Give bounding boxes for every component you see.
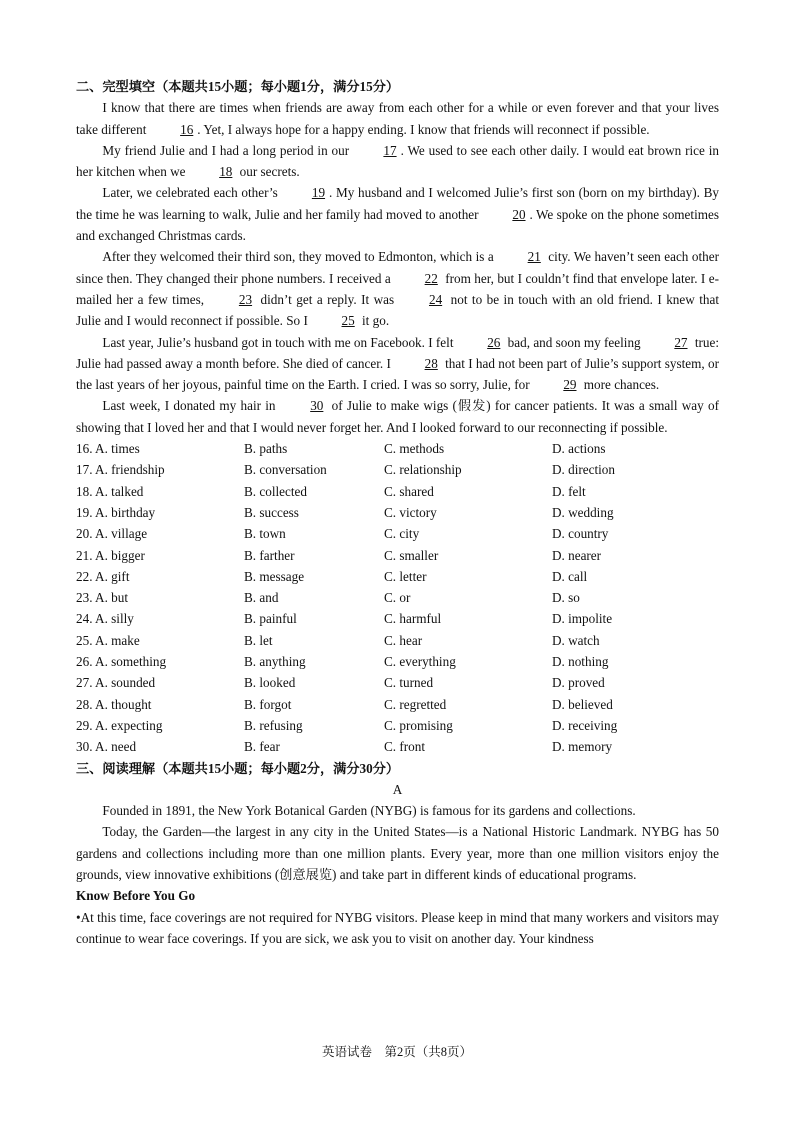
blank-23: 23 xyxy=(238,291,253,307)
blank-24: 24 xyxy=(428,291,443,307)
option-row xyxy=(76,630,719,651)
option-c: C. city xyxy=(384,526,420,542)
reading-bullet-1: •At this time, face coverings are not required for NYBG visitors. Please keep in mind that many workers and visitors may continue to wear face coverings. If you are sick, we ask you to visit on another day. Your kindness xyxy=(76,909,719,946)
option-d: D. direction xyxy=(552,462,615,478)
option-row xyxy=(76,502,719,523)
option-a: 19. A. birthday xyxy=(76,504,156,520)
option-d: D. memory xyxy=(552,739,613,755)
blank-26: 26 xyxy=(487,334,501,350)
blank-16: 16 xyxy=(180,121,194,137)
option-a: 20. A. village xyxy=(76,526,148,542)
option-b: B. message xyxy=(244,568,305,584)
option-row xyxy=(76,566,719,587)
option-a: 30. A. need xyxy=(76,739,137,755)
blank-21: 21 xyxy=(527,249,541,265)
option-c: C. relationship xyxy=(384,462,462,478)
option-c: C. turned xyxy=(384,675,434,691)
option-d: D. actions xyxy=(552,441,606,457)
option-row xyxy=(76,715,719,736)
option-row xyxy=(76,523,719,544)
option-d: D. believed xyxy=(552,696,613,712)
option-b: B. farther xyxy=(244,547,295,563)
option-a: 18. A. talked xyxy=(76,483,144,499)
option-c: C. smaller xyxy=(384,547,439,563)
option-b: B. painful xyxy=(244,611,297,627)
option-a: 23. A. but xyxy=(76,590,129,606)
blank-30: 30 xyxy=(310,398,324,414)
page-content xyxy=(76,76,719,949)
option-d: D. impolite xyxy=(552,611,613,627)
option-d: D. felt xyxy=(552,483,586,499)
option-row xyxy=(76,587,719,608)
cloze-paragraph-2: My friend Julie and I had a long period in our 17 . We used to see each other daily. I would eat brown rice in her kitchen when we 18 our secrets. xyxy=(76,140,719,183)
blank-27: 27 xyxy=(674,334,688,350)
option-row xyxy=(76,672,719,693)
option-d: D. nearer xyxy=(552,547,602,563)
option-c: C. promising xyxy=(384,717,453,733)
option-row xyxy=(76,694,719,715)
option-a: 25. A. make xyxy=(76,632,140,648)
option-d: D. call xyxy=(552,568,588,584)
option-row xyxy=(76,545,719,566)
page-footer: 英语试卷 第2页（共8页） xyxy=(321,1045,472,1059)
option-d: D. receiving xyxy=(552,717,618,733)
option-a: 17. A. friendship xyxy=(76,462,165,478)
cloze-paragraph-6: Last week, I donated my hair in 30 of Julie to make wigs (假发) for cancer patients. It was a small way of showing that I loved her and that I would never forget her. And I looked forward to our reconnecting if possible. xyxy=(76,395,719,438)
cloze-paragraph-5: Last year, Julie’s husband got in touch with me on Facebook. I felt 26 bad, and soon my feeling 27 true: Julie had passed away a month before. She died of cancer. I 28 that I had not been part of Julie’s support system, or the last years of her joyous, painful time on the Earth. I cried. I was so sorry, Julie, for 29 more chances. xyxy=(76,332,719,396)
blank-17: 17 xyxy=(383,142,397,158)
blank-20: 20 xyxy=(512,206,526,222)
section2-heading: 二、完型填空（本题共15小题；每小题1分，满分15分） xyxy=(76,79,400,94)
option-c: C. harmful xyxy=(384,611,442,627)
option-row xyxy=(76,481,719,502)
option-a: 16. A. times xyxy=(76,441,140,457)
cloze-paragraph-3: Later, we celebrated each other’s 19 . My husband and I welcomed Julie’s first son (born on my birthday). By the time he was learning to walk, Julie and her family had moved to another 20 . We spoke on the phone sometimes and exchanged Christmas cards. xyxy=(76,182,719,246)
option-a: 29. A. expecting xyxy=(76,717,163,733)
option-b: B. looked xyxy=(244,675,296,691)
option-b: B. and xyxy=(244,590,279,606)
option-b: B. forgot xyxy=(244,696,292,712)
option-row xyxy=(76,459,719,480)
option-a: 26. A. something xyxy=(76,654,167,670)
option-d: D. nothing xyxy=(552,654,609,670)
cloze-paragraph-4: After they welcomed their third son, they moved to Edmonton, which is a 21 city. We haven’t seen each other since then. They changed their phone numbers. I received a 22 from her, but I couldn’t find that envelope later. I e-mailed her a few times, 23 didn’t get a reply. It was 24 not to be in touch with an old friend. I knew that Julie and I would reconnect if possible. So I 25 it go. xyxy=(76,246,719,331)
option-c: C. methods xyxy=(384,441,445,457)
option-d: D. wedding xyxy=(552,504,614,520)
option-b: B. town xyxy=(244,526,286,542)
option-d: D. proved xyxy=(552,675,605,691)
option-b: B. success xyxy=(244,504,299,520)
option-c: C. letter xyxy=(384,568,427,584)
reading-subheading: Know Before You Go xyxy=(76,888,196,904)
option-c: C. or xyxy=(384,590,411,606)
option-c: C. hear xyxy=(384,632,423,648)
option-row xyxy=(76,438,719,459)
blank-28: 28 xyxy=(424,355,438,371)
option-a: 27. A. sounded xyxy=(76,675,156,691)
blank-22: 22 xyxy=(424,270,438,286)
option-c: C. victory xyxy=(384,504,437,520)
blank-29: 29 xyxy=(563,377,577,393)
option-b: B. collected xyxy=(244,483,307,499)
option-b: B. let xyxy=(244,632,273,648)
option-d: D. so xyxy=(552,590,580,606)
option-d: D. watch xyxy=(552,632,600,648)
options-list xyxy=(76,438,719,757)
option-row xyxy=(76,736,719,757)
option-a: 21. A. bigger xyxy=(76,547,145,563)
passage-label: A xyxy=(392,781,403,797)
section3-heading: 三、阅读理解（本题共15小题；每小题2分，满分30分） xyxy=(76,760,400,776)
option-a: 24. A. silly xyxy=(76,611,134,627)
option-b: B. conversation xyxy=(244,462,327,478)
blank-18: 18 xyxy=(219,164,233,180)
option-a: 22. A. gift xyxy=(76,568,130,584)
option-c: C. front xyxy=(384,739,426,755)
option-row xyxy=(76,608,719,629)
option-b: B. anything xyxy=(244,654,306,670)
option-row xyxy=(76,651,719,672)
cloze-paragraph-1: I know that there are times when friends are away from each other for a while or even forever and that your lives take different 16 . Yet, I always hope for a happy ending. I know that friends will reconnect if possible. xyxy=(76,97,719,140)
option-a: 28. A. thought xyxy=(76,696,152,712)
blank-19: 19 xyxy=(311,185,326,201)
option-c: C. regretted xyxy=(384,696,447,712)
option-b: B. paths xyxy=(244,441,288,457)
option-b: B. refusing xyxy=(244,717,303,733)
reading-paragraph-2: Today, the Garden—the largest in any city in the United States—is a National Historic Landmark. NYBG has 50 gardens and collections including more than one million plants. Every year, more than one million visitors enjoy the grounds, view innovative exhibitions (创意展览) and take part in different kinds of educational programs. xyxy=(76,824,719,882)
option-c: C. everything xyxy=(384,654,456,670)
option-d: D. country xyxy=(552,526,609,542)
option-c: C. shared xyxy=(384,483,434,499)
option-b: B. fear xyxy=(244,739,280,755)
reading-paragraph-1: Founded in 1891, the New York Botanical Garden (NYBG) is famous for its gardens and collections. xyxy=(102,803,636,819)
blank-25: 25 xyxy=(341,313,355,329)
